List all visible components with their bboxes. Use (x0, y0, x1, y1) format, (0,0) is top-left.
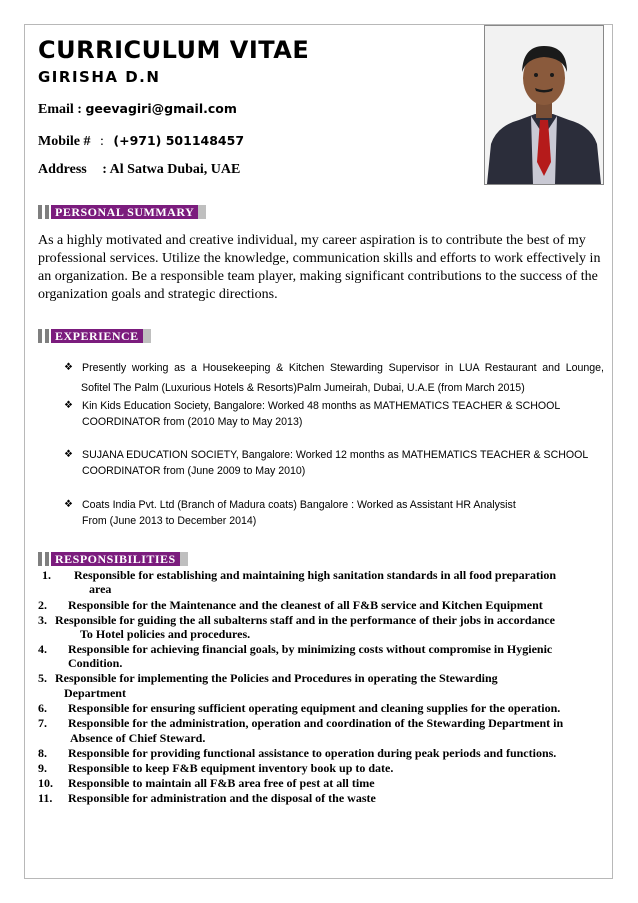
responsibility-number: 3. (38, 613, 47, 627)
experience-line: Presently working as a Housekeeping & Kitchen Stewarding Supervisor in LUA Restaurant and Lounge, (82, 362, 604, 374)
responsibility-number: 10. (38, 776, 53, 790)
email-value[interactable]: geevagiri@gmail.com (85, 101, 237, 116)
section-bar (38, 552, 42, 566)
address-label: Address (38, 162, 87, 177)
address-line (38, 162, 240, 178)
diamond-bullet-icon: ❖ (64, 449, 73, 460)
responsibility-number: 2. (38, 598, 47, 612)
email-line (38, 101, 237, 118)
personal-summary-text: As a highly motivated and creative individual, my career aspiration is to contribute the best of my professional services. Utilize the knowledge, communication skills and efforts to work effectively in an organization. Be a responsible team player, making significant contributions to the success of the organization goals and strategic directions. (38, 233, 601, 302)
responsibility-text: Responsible to maintain all F&B area free of pest at all time (68, 776, 375, 790)
section-title: PERSONAL SUMMARY (51, 205, 198, 219)
section-title: EXPERIENCE (51, 329, 143, 343)
responsibility-text: Responsible for establishing and maintaining high sanitation standards in all food preparation (74, 568, 557, 582)
responsibility-text: Responsible for guiding the all subalterns staff and in the performance of their jobs in accordance (55, 613, 555, 627)
responsibility-number: 11. (38, 791, 53, 805)
responsibility-text: Responsible for the Maintenance and the cleanest of all F&B service and Kitchen Equipment (68, 598, 543, 612)
section-header-personal-summary (38, 205, 206, 219)
diamond-bullet-icon: ❖ (64, 362, 73, 373)
responsibility-text: Responsible for ensuring sufficient operating equipment and cleaning supplies for the operation. (68, 701, 561, 715)
responsibility-text: Responsible for providing functional assistance to operation during peak periods and functions. (68, 746, 557, 760)
experience-line: COORDINATOR from (2010 May to May 2013) (82, 416, 303, 428)
section-header-experience (38, 329, 151, 343)
document-title: CURRICULUM VITAE (38, 36, 310, 64)
section-bar (38, 205, 42, 219)
experience-line: From (June 2013 to December 2014) (82, 515, 257, 527)
candidate-name: GIRISHA D.N (38, 68, 161, 86)
section-bar (38, 329, 42, 343)
experience-item (64, 398, 604, 430)
experience-line: Kin Kids Education Society, Bangalore: Worked 48 months as MATHEMATICS TEACHER & SCHOOL (82, 400, 561, 412)
address-value: : Al Satwa Dubai, UAE (102, 162, 241, 177)
experience-item (64, 360, 604, 396)
section-bar-tail (143, 329, 151, 343)
responsibility-number: 9. (38, 761, 47, 775)
responsibility-text: Responsible for the administration, operation and coordination of the Stewarding Department in (68, 716, 564, 730)
profile-photo (484, 25, 604, 185)
section-header-responsibilities (38, 552, 188, 566)
experience-line: COORDINATOR from (June 2009 to May 2010) (82, 465, 306, 477)
responsibility-text: Responsible to keep F&B equipment inventory book up to date. (68, 761, 394, 775)
responsibility-text: Absence of Chief Steward. (70, 731, 206, 745)
section-title: RESPONSIBILITIES (51, 552, 180, 566)
section-bar-tail (198, 205, 206, 219)
responsibility-number: 4. (38, 642, 47, 656)
responsibility-text: Responsible for achieving financial goals, by minimizing costs without compromise in Hygienic (68, 642, 553, 656)
responsibility-text: area (89, 582, 112, 596)
experience-line: Sofitel The Palm (Luxurious Hotels & Resorts)Palm Jumeirah, Dubai, U.A.E (from March 2015) (81, 382, 525, 394)
email-label: Email : (38, 102, 86, 117)
section-bar-tail (180, 552, 188, 566)
responsibility-text: Department (64, 686, 126, 700)
responsibility-text: Responsible for implementing the Policies and Procedures in operating the Stewarding (55, 671, 498, 685)
responsibility-number: 1. (42, 568, 51, 582)
mobile-value: (+971) 501148457 (113, 133, 245, 148)
responsibility-number: 5. (38, 671, 47, 685)
experience-line: Coats India Pvt. Ltd (Branch of Madura coats) Bangalore : Worked as Assistant HR Analysist (82, 499, 516, 511)
section-bar (45, 205, 49, 219)
responsibility-text: To Hotel policies and procedures. (80, 627, 251, 641)
experience-item (64, 497, 604, 529)
responsibility-number: 7. (38, 716, 47, 730)
section-bar (45, 552, 49, 566)
section-bar (45, 329, 49, 343)
responsibility-text: Responsible for administration and the disposal of the waste (68, 791, 376, 805)
diamond-bullet-icon: ❖ (64, 499, 73, 510)
experience-item (64, 447, 604, 479)
responsibility-number: 6. (38, 701, 47, 715)
mobile-line (38, 133, 244, 150)
responsibility-text: Condition. (68, 656, 123, 670)
mobile-separator: : (100, 134, 104, 149)
responsibility-number: 8. (38, 746, 47, 760)
experience-line: SUJANA EDUCATION SOCIETY, Bangalore: Worked 12 months as MATHEMATICS TEACHER & SCHOOL (82, 449, 589, 461)
diamond-bullet-icon: ❖ (64, 400, 73, 411)
mobile-label: Mobile # (38, 134, 91, 149)
